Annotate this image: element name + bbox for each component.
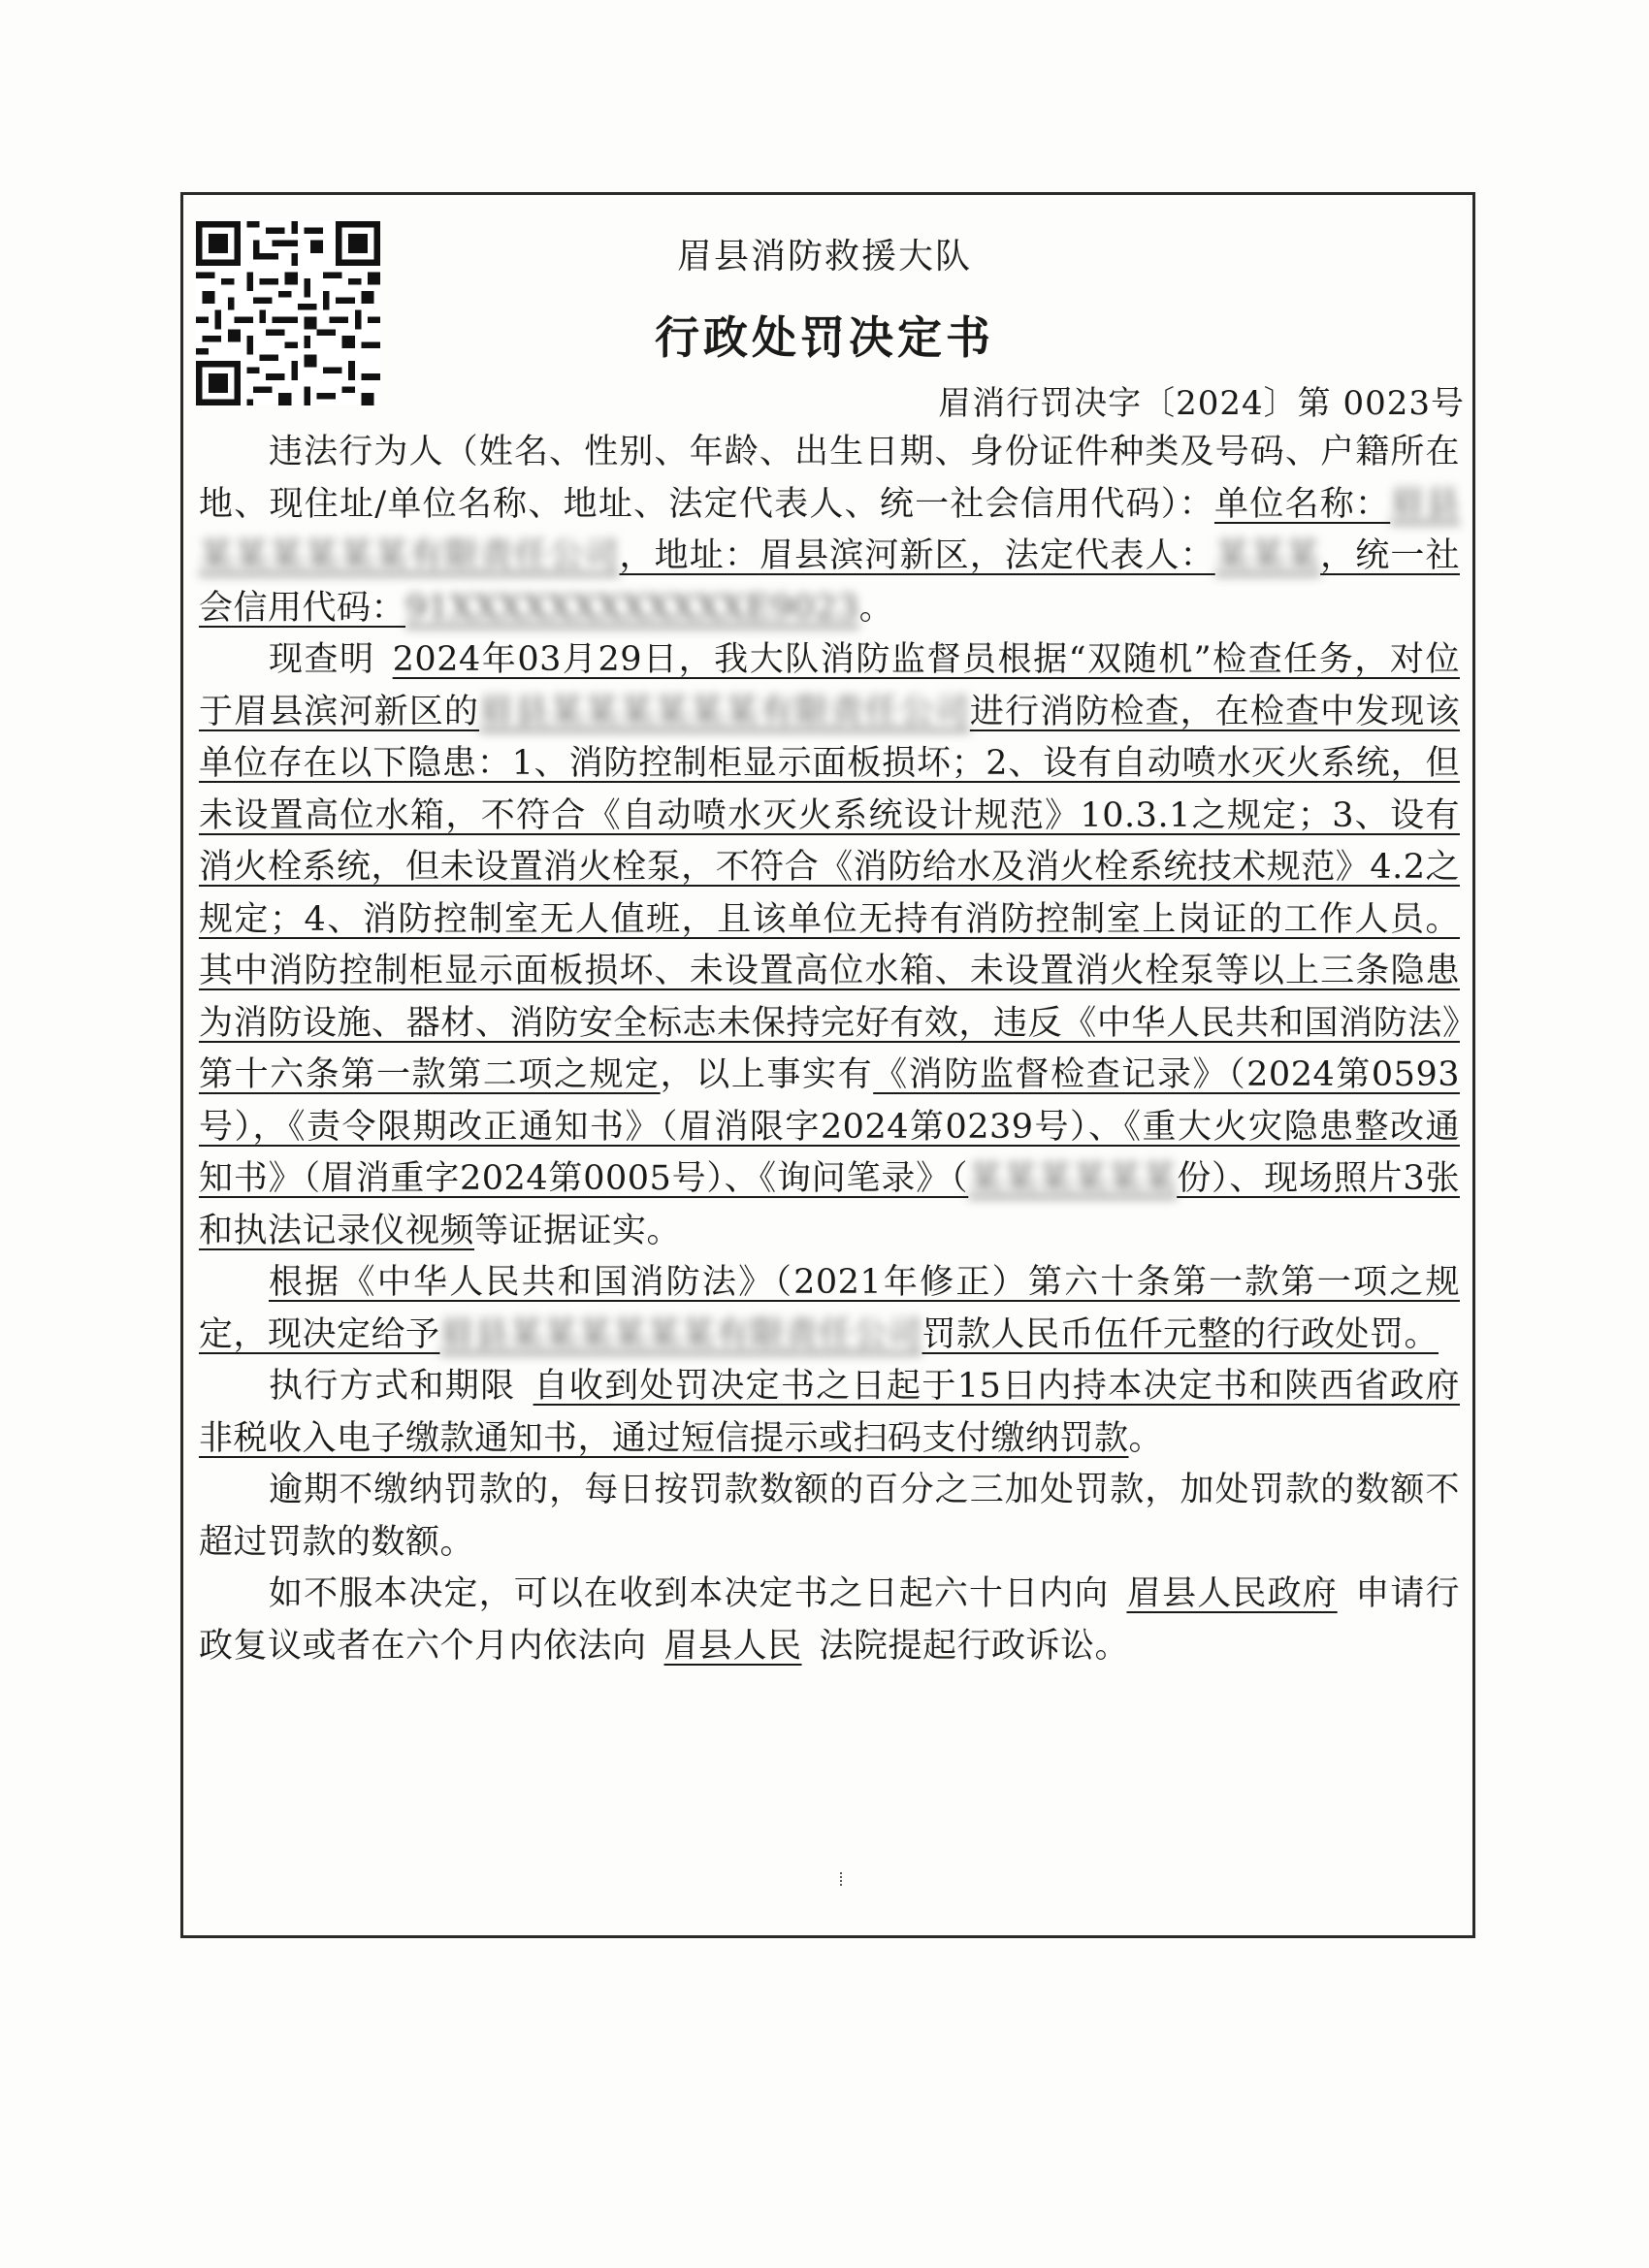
late-penalty-text: 逾期不缴纳罚款的，每日按罚款数额的百分之三加处罚款，加处罚款的数额不超过罚款的数额。: [199, 1471, 1460, 1562]
paragraph-findings: [199, 634, 1460, 1257]
paragraph-late-penalty: [199, 1465, 1460, 1569]
document-number: 眉消行罚决字〔2024〕第 0023号: [938, 384, 1465, 423]
address-value: 眉县滨河新区，法定代表人：: [760, 536, 1215, 575]
offender-lead: 违法行为人（姓名、性别、年龄、出生日期、身份证件种类及号码、户籍所在地、现住址/单位名称、地址、法定代表人、统一社会信用代码）：: [199, 433, 1460, 524]
appeal-text-1: 如不服本决定，可以在收到本决定书之日起六十日内向: [269, 1574, 1110, 1613]
appeal-text-2: 申请行政复议或者在六个月内依法向: [199, 1574, 1460, 1666]
unit-name-label: 单位名称：: [1213, 484, 1391, 524]
evidence-text-2: 份）、现场照片3张和执法记录仪视频: [199, 1159, 1460, 1250]
execution-details: 自收到处罚决定书之日起于15日内持本决定书和陕西省政府非税收入电子缴款通知书，通过短信提示或扫码支付缴纳罚款: [199, 1367, 1460, 1458]
findings-text-2: 进行消防检查，在检查中发现该单位存在以下隐患：1、消防控制柜显示面板损坏；2、设有自动喷水灭火系统，但未设置高位水箱，不符合《自动喷水灭火系统设计规范》10.3.1之规定；3、设有消火栓系统，但未设置消火栓泵，不符合《消防给水及消火栓系统技术规范》4.2之规定；4、消防控制室无人值班，且该单位无持有消防控制室上岗证的工作人员。其中消防控制柜显示面板损坏、未设置高位水箱、未设置消火栓泵等以上三条隐患为消防设施、器材、消防安全标志未保持完好有效，违反《中华人民共和国消防法》第十六条第一款第二项之规定: [199, 692, 1460, 1094]
findings-text-1: 2024年03月29日，我大队消防监督员根据“双随机”检查任务，对位于眉县滨河新区的: [199, 640, 1460, 731]
paragraph-offender: [199, 427, 1460, 634]
review-authority: 眉县人民政府: [1126, 1574, 1338, 1613]
issuing-organization: 眉县消防救援大队: [676, 237, 972, 276]
evidence-redacted: 某某某某某某: [968, 1159, 1178, 1198]
findings-details: [199, 640, 1460, 1094]
address-label: ，地址：: [619, 536, 760, 575]
paragraph-appeal: [199, 1569, 1460, 1672]
evidence-lead: ，以上事实有: [660, 1055, 874, 1094]
credit-code-label: ，统一社会信用代码：: [199, 536, 1460, 628]
credit-code-redacted: 91XXXXXXXXXXXXE9023: [405, 588, 859, 628]
paragraph-decision: [199, 1257, 1460, 1361]
legal-rep-redacted: 某某某: [1214, 536, 1321, 575]
decision-text-2: 罚款人民币伍仟元整的行政处罚。: [922, 1314, 1439, 1354]
appeal-text-3: 法院提起行政诉讼。: [819, 1626, 1130, 1666]
execution-end: 。: [1128, 1418, 1164, 1458]
document-body: [199, 427, 1460, 1672]
court-name: 眉县人民: [663, 1626, 802, 1666]
decision-details: [199, 1263, 1460, 1354]
document-title: 行政处罚决定书: [655, 311, 994, 364]
decision-text-1: 根据《中华人民共和国消防法》（2021年修正）第六十条第一款第一项之规定，现决定给予: [199, 1263, 1460, 1354]
evidence-text-1: 《消防监督检查记录》（2024第0593号），《责令限期改正通知书》（眉消限字2024第0239号）、《重大火灾隐患整改通知书》（眉消重字2024第0005号）、《询问笔录》（: [199, 1055, 1460, 1198]
offender-end: 。: [858, 588, 894, 628]
decision-unit-redacted: 眉县某某某某某某有限责任公司: [439, 1314, 922, 1354]
paragraph-execution: [199, 1361, 1460, 1465]
findings-end: 等证据证实。: [474, 1211, 682, 1250]
inspected-unit-redacted: 眉县某某某某某某有限责任公司: [479, 692, 970, 731]
unit-name-redacted: 眉县某某某某某某有限责任公司: [199, 484, 1460, 575]
scan-mark: [840, 1872, 848, 1886]
findings-lead: 现查明: [269, 640, 375, 679]
execution-lead: 执行方式和期限: [269, 1367, 516, 1406]
